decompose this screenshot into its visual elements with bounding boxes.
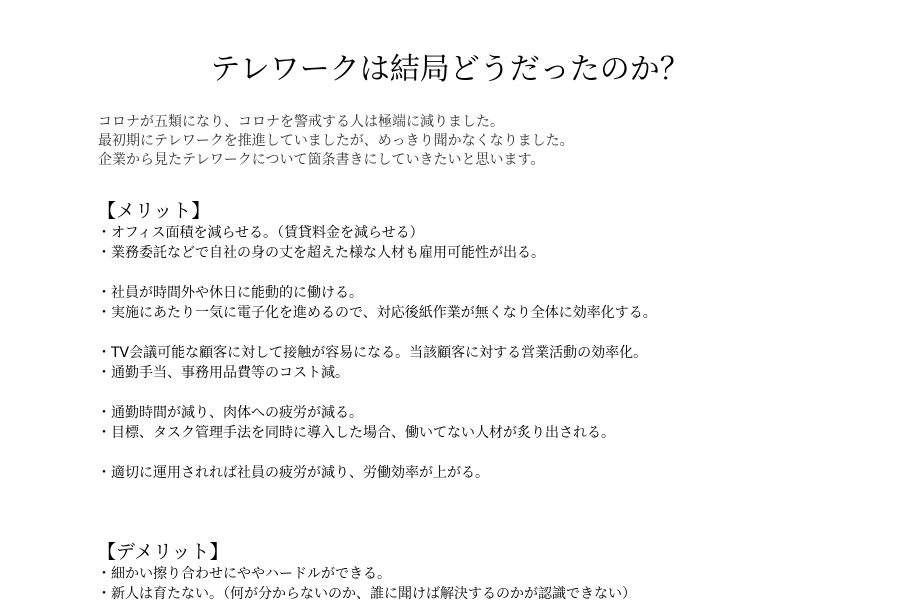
merit-heading: 【メリット】 [97, 200, 211, 222]
merit-item: ・オフィス面積を減らせる。（賃貸料金を減らせる） [97, 225, 424, 241]
list-spacer [97, 323, 657, 343]
merit-section [97, 199, 657, 483]
merit-item: ・業務委託などで自社の身の丈を超えた様な人材も雇用可能性が出る。 [97, 245, 545, 261]
merit-item: ・通勤手当、事務用品費等のコスト減。 [97, 365, 349, 381]
merit-list [97, 223, 657, 483]
demerit-item: ・新人は育たない。（何が分からないのか、誰に聞けば解決するのかが認識できない） [97, 586, 636, 602]
merit-item: ・TV会議可能な顧客に対して接触が容易になる。当該顧客に対する営業活動の効率化。 [97, 345, 648, 361]
demerit-item: ・細かい擦り合わせにややハードルができる。 [97, 566, 391, 582]
intro-line: 企業から見たテレワークについて箇条書きにしていきたいと思います。 [98, 152, 545, 168]
intro-line: コロナが五類になり、コロナを警戒する人は極端に減りました。 [98, 114, 504, 130]
intro-paragraph [98, 113, 574, 170]
list-spacer [97, 263, 657, 283]
merit-item: ・社員が時間外や休日に能動的に働ける。 [97, 285, 363, 301]
list-spacer [97, 383, 657, 403]
merit-item: ・実施にあたり一気に電子化を進めるので、対応後紙作業が無くなり全体に効率化する。 [97, 305, 657, 321]
page-title: テレワークは結局どうだったのか？ [210, 52, 690, 87]
demerit-list [97, 564, 636, 604]
list-spacer [97, 443, 657, 463]
demerit-section [97, 540, 636, 604]
merit-item: ・通勤時間が減り、肉体への疲労が減る。 [97, 405, 363, 421]
demerit-heading: 【デメリット】 [97, 541, 229, 563]
merit-item: ・適切に運用されれば社員の疲労が減り、労働効率が上がる。 [97, 465, 489, 481]
intro-line: 最初期にテレワークを推進していましたが、めっきり聞かなくなりました。 [98, 133, 574, 149]
merit-item: ・目標、タスク管理手法を同時に導入した場合、働いてない人材が炙り出される。 [97, 425, 615, 441]
